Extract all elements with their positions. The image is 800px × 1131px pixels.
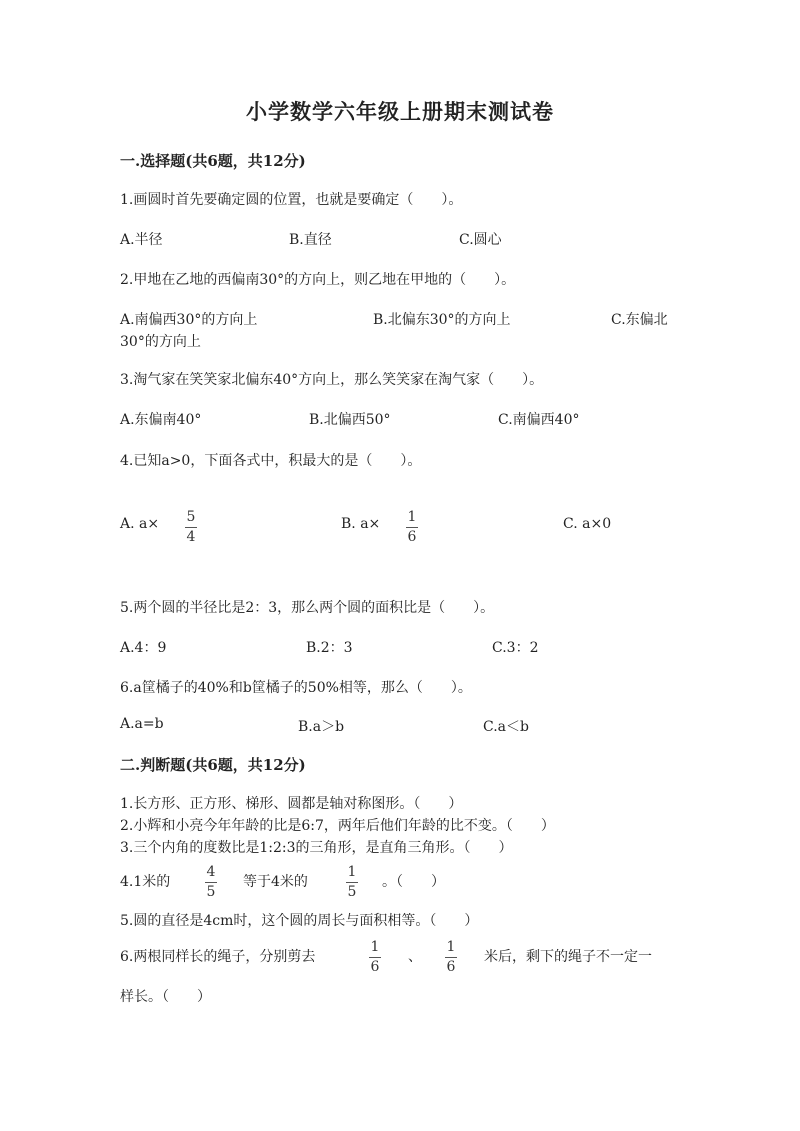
q3-option-b: B.北偏西50° [309,412,391,428]
fraction-denominator: 6 [370,959,380,975]
fraction-numerator: 5 [186,509,196,525]
fraction-bar [369,957,381,958]
question-4: 4.已知a>0，下面各式中，积最大的是（ ）。 [120,453,422,469]
question-3: 3.淘气家在笑笑家北偏东40°方向上，那么笑笑家在淘气家（ ）。 [120,372,544,388]
q2-option-c-continued: 30°的方向上 [120,334,201,350]
judgment-4-fraction-2 [346,864,358,901]
question-6: 6.a筐橘子的40%和b筐橘子的50%相等，那么（ ）。 [120,680,472,696]
q6-option-a: A.a=b [120,716,164,732]
fraction-bar [205,882,217,883]
q6-option-b: B.a＞b [298,719,345,735]
fraction-numerator: 4 [206,864,216,880]
q4-option-b: B. a× [341,516,381,532]
q3-option-a: A.东偏南40° [120,412,202,428]
question-1: 1.画圆时首先要确定圆的位置，也就是要确定（ ）。 [120,192,463,208]
q5-option-b: B.2：3 [306,640,353,656]
fraction-denominator: 5 [206,884,216,900]
q2-option-a: A.南偏西30°的方向上 [120,312,258,328]
judgment-6-fraction-2 [445,939,457,976]
judgment-6-part2: 米后，剩下的绳子不一定一 [484,949,652,965]
section-heading-choice: 一.选择题(共6题，共12分) [120,152,306,170]
q6-option-c: C.a＜b [483,719,529,735]
fraction-denominator: 4 [186,529,196,545]
fraction-numerator: 1 [407,509,417,525]
q3-option-c: C.南偏西40° [498,412,580,428]
fraction-denominator: 6 [446,959,456,975]
judgment-6-fraction-1 [369,939,381,976]
fraction-numerator: 1 [347,864,357,880]
q2-option-c: C.东偏北 [611,312,668,328]
judgment-4-part2: 等于4米的 [243,874,308,890]
q5-option-c: C.3：2 [492,640,539,656]
fraction-numerator: 1 [446,939,456,955]
q1-option-b: B.直径 [289,232,332,248]
q1-option-c: C.圆心 [459,232,502,248]
judgment-3: 3.三个内角的度数比是1:2:3的三角形，是直角三角形。（ ） [120,840,513,856]
fraction-denominator: 6 [407,529,417,545]
judgment-1: 1.长方形、正方形、梯形、圆都是轴对称图形。（ ） [120,796,463,812]
judgment-6-separator: 、 [408,949,422,965]
judgment-6-part1: 6.两根同样长的绳子，分别剪去 [120,949,316,965]
fraction-denominator: 5 [347,884,357,900]
q4-option-a: A. a× [120,516,160,532]
judgment-4-part1: 4.1米的 [120,874,171,890]
fraction-bar [445,957,457,958]
q5-option-a: A.4：9 [120,640,167,656]
fraction-bar [185,527,197,528]
section-heading-judgment: 二.判断题(共6题，共12分) [120,756,306,774]
page-title: 小学数学六年级上册期末测试卷 [246,99,554,124]
judgment-2: 2.小辉和小亮今年年龄的比是6:7，两年后他们年龄的比不变。（ ） [120,818,555,834]
question-5: 5.两个圆的半径比是2：3，那么两个圆的面积比是（ ）。 [120,600,495,616]
fraction-numerator: 1 [370,939,380,955]
q4-option-a-fraction [185,509,197,546]
question-2: 2.甲地在乙地的西偏南30°的方向上，则乙地在甲地的（ ）。 [120,272,516,288]
q1-option-a: A.半径 [120,232,163,248]
q4-option-c: C. a×0 [563,516,612,532]
judgment-5: 5.圆的直径是4cm时，这个圆的周长与面积相等。（ ） [120,913,479,929]
judgment-6-part3: 样长。（ ） [120,989,211,1005]
q2-option-b: B.北偏东30°的方向上 [373,312,511,328]
fraction-bar [346,882,358,883]
judgment-4-fraction-1 [205,864,217,901]
q4-option-b-fraction [406,509,418,546]
judgment-4-part3: 。（ ） [382,874,445,890]
fraction-bar [406,527,418,528]
